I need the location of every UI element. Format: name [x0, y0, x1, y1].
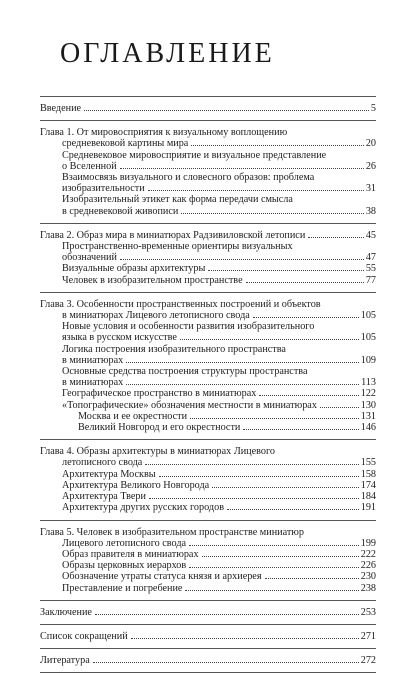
- entry-final-line: [40, 422, 376, 433]
- entry-title-line: Глава 4. Образы архитектуры в миниатюрах Лицевого: [40, 446, 276, 458]
- entry-title-line: Глава 3. Особенности пространственных построений и объектов: [40, 298, 321, 310]
- entry-title: Глава 2. Образ мира в миниатюрах Радзивиловской летописи: [40, 229, 306, 241]
- entry-final-line: [40, 388, 376, 399]
- dot-leader: [93, 662, 359, 663]
- entry-title: летописного свода: [62, 457, 143, 469]
- entry-final-line: [40, 275, 376, 286]
- entry-final-line: [40, 183, 376, 194]
- entry-final-line: [40, 138, 376, 149]
- toc-chapter-entry[interactable]: [40, 103, 376, 114]
- entry-title: Географическое пространство в миниатюрах: [62, 388, 257, 400]
- entry-final-line: [40, 252, 376, 263]
- entry-title: Архитектура Москвы: [62, 468, 156, 480]
- page-number: 5: [370, 103, 376, 114]
- entry-final-line: [40, 607, 376, 618]
- entry-final-line: [40, 230, 376, 241]
- page-number: 45: [365, 229, 376, 241]
- page-number: 113: [361, 377, 376, 389]
- entry-title: Москва и ее окрестности: [78, 410, 188, 422]
- toc-chapter-entry[interactable]: [40, 527, 376, 549]
- entry-final-line: [40, 469, 376, 480]
- page-number: 146: [360, 422, 376, 434]
- page-number: 222: [360, 548, 376, 560]
- entry-title-line: Взаимосвязь визуального и словесного образов: проблема: [62, 172, 315, 184]
- dot-leader: [265, 578, 359, 579]
- entry-title: Преставление и погребение: [62, 582, 183, 594]
- dot-leader: [126, 384, 359, 385]
- entry-title-line: Средневековое мировосприятие и визуальное представление: [62, 149, 327, 161]
- dot-leader: [191, 145, 363, 146]
- entry-final-line: [40, 332, 376, 343]
- page-number: 238: [360, 582, 376, 594]
- page-number: 199: [360, 537, 376, 549]
- entry-final-line: [40, 161, 376, 172]
- entry-title: Литература: [40, 655, 90, 667]
- toc-chapter-entry[interactable]: [40, 127, 376, 149]
- entry-final-line: [40, 549, 376, 560]
- toc-section-entry[interactable]: [40, 571, 376, 582]
- toc-chapter-entry[interactable]: [40, 299, 376, 321]
- dot-leader: [126, 362, 359, 363]
- page-number: 31: [365, 183, 376, 195]
- dot-leader: [320, 407, 359, 408]
- page-number: 47: [365, 252, 376, 264]
- page-number: 184: [360, 491, 376, 503]
- toc-section-entry[interactable]: [40, 275, 376, 286]
- dot-leader: [227, 509, 359, 510]
- toc-chapter-entry[interactable]: [40, 607, 376, 618]
- dot-leader: [120, 168, 364, 169]
- toc-section-entry[interactable]: [40, 388, 376, 399]
- entry-title-line: Изобразительный этикет как форма передачи смысла: [62, 194, 293, 206]
- page-number: 158: [360, 468, 376, 480]
- entry-title-line: Пространственно-временные ориентиры визуальных: [62, 241, 293, 253]
- dot-leader: [149, 498, 359, 499]
- entry-title: «Топографические» обозначения местности в миниатюрах: [62, 399, 317, 411]
- entry-title: Человек в изобразительном пространстве: [62, 274, 243, 286]
- entry-final-line: [40, 263, 376, 274]
- page-number: 155: [360, 457, 376, 469]
- toc-section-entry[interactable]: [40, 194, 376, 216]
- toc-chapter-entry[interactable]: [40, 655, 376, 666]
- page-number: 226: [360, 560, 376, 572]
- dot-leader: [181, 213, 363, 214]
- toc-section-entry[interactable]: [40, 400, 376, 411]
- entry-title: Архитектура других русских городов: [62, 502, 225, 514]
- entry-title: языка в русском искусстве: [62, 332, 177, 344]
- toc-section-entry[interactable]: [40, 422, 376, 433]
- entry-final-line: [40, 310, 376, 321]
- dot-leader: [246, 282, 364, 283]
- entry-final-line: [40, 103, 376, 114]
- toc-section-entry[interactable]: [40, 366, 376, 388]
- entry-title: в миниатюрах: [62, 377, 124, 389]
- entry-final-line: [40, 411, 376, 422]
- entry-title: средневековой картины мира: [62, 138, 189, 150]
- entry-final-line: [40, 491, 376, 502]
- toc-section-entry[interactable]: [40, 263, 376, 274]
- entry-title: Образ правителя в миниатюрах: [62, 548, 199, 560]
- dot-leader: [189, 545, 359, 546]
- page-number: 77: [365, 274, 376, 286]
- entry-title: Лицевого летописного свода: [62, 537, 187, 549]
- dot-leader: [308, 237, 364, 238]
- dot-leader: [95, 614, 359, 615]
- toc-section-entry[interactable]: [40, 502, 376, 513]
- page-number: 105: [360, 310, 376, 322]
- page-number: 130: [360, 399, 376, 411]
- entry-title: Образы церковных иерархов: [62, 560, 187, 572]
- entry-final-line: [40, 538, 376, 549]
- toc-section-entry[interactable]: [40, 344, 376, 366]
- page-number: 20: [365, 138, 376, 150]
- toc-section-entry[interactable]: [40, 411, 376, 422]
- toc-section-entry[interactable]: [40, 560, 376, 571]
- entry-final-line: [40, 502, 376, 513]
- dot-leader: [212, 487, 359, 488]
- dot-leader: [159, 476, 359, 477]
- entry-title: Визуальные образы архитектуры: [62, 263, 206, 275]
- dot-leader: [190, 418, 359, 419]
- entry-title: Заключение: [40, 606, 92, 618]
- entry-title: обозначений: [62, 252, 117, 264]
- entry-title-line: Логика построения изобразительного пространства: [62, 343, 286, 355]
- entry-final-line: [40, 655, 376, 666]
- dot-leader: [259, 395, 358, 396]
- entry-title: в миниатюрах Лицевого летописного свода: [62, 310, 250, 322]
- toc-section-entry[interactable]: [40, 241, 376, 263]
- page-number: 230: [360, 571, 376, 583]
- entry-title: Архитектура Великого Новгорода: [62, 479, 210, 491]
- page-number: 55: [365, 263, 376, 275]
- page-number: 271: [360, 630, 376, 642]
- dot-leader: [84, 110, 369, 111]
- entry-title-line: Основные средства построения структуры пространства: [62, 366, 308, 378]
- page-number: 38: [365, 205, 376, 217]
- toc-section-entry[interactable]: [40, 150, 376, 172]
- dot-leader: [145, 464, 358, 465]
- dot-leader: [120, 259, 364, 260]
- entry-final-line: [40, 355, 376, 366]
- entry-title: изобразительности: [62, 183, 145, 195]
- entry-title: Введение: [40, 103, 82, 114]
- page-number: 174: [360, 479, 376, 491]
- dot-leader: [208, 270, 363, 271]
- entry-title: в средневековой живописи: [62, 205, 179, 217]
- toc-chapter-entry[interactable]: [40, 446, 376, 468]
- toc-section-entry[interactable]: [40, 172, 376, 194]
- table-of-contents: [40, 96, 376, 673]
- dot-leader: [185, 590, 358, 591]
- page-number: 105: [360, 332, 376, 344]
- dot-leader: [202, 556, 359, 557]
- entry-final-line: [40, 480, 376, 491]
- page-number: 253: [360, 606, 376, 618]
- entry-final-line: [40, 571, 376, 582]
- entry-final-line: [40, 583, 376, 594]
- entry-final-line: [40, 457, 376, 468]
- toc-chapter-entry[interactable]: [40, 230, 376, 241]
- toc-section-entry[interactable]: [40, 491, 376, 502]
- entry-final-line: [40, 377, 376, 388]
- entry-title: Список сокращений: [40, 630, 128, 642]
- dot-leader: [148, 190, 364, 191]
- toc-section-entry[interactable]: [40, 469, 376, 480]
- entry-title: о Вселенной: [62, 160, 117, 172]
- page-number: 131: [360, 410, 376, 422]
- entry-final-line: [40, 400, 376, 411]
- toc-section-entry[interactable]: [40, 480, 376, 491]
- entry-title-line: Глава 1. От мировосприятия к визуальному воплощению: [40, 127, 288, 139]
- dot-leader: [253, 317, 359, 318]
- dot-leader: [180, 339, 359, 340]
- toc-section-entry[interactable]: [40, 549, 376, 560]
- dot-leader: [189, 567, 359, 568]
- toc-section-entry[interactable]: [40, 321, 376, 343]
- entry-title: Архитектура Твери: [62, 491, 146, 503]
- page-number: 26: [365, 160, 376, 172]
- entry-final-line: [40, 560, 376, 571]
- page-number: 122: [360, 388, 376, 400]
- dot-leader: [243, 429, 358, 430]
- dot-leader: [131, 638, 359, 639]
- page-title: ОГЛАВЛЕНИЕ: [60, 38, 275, 69]
- entry-title: Обозначение утраты статуса князя и архиерея: [62, 571, 262, 583]
- page-number: 109: [360, 354, 376, 366]
- toc-section-entry[interactable]: [40, 583, 376, 594]
- entry-title-line: Глава 5. Человек в изобразительном пространстве миниатюр: [40, 526, 305, 538]
- entry-title: в миниатюрах: [62, 354, 124, 366]
- page-number: 272: [360, 655, 376, 667]
- entry-final-line: [40, 206, 376, 217]
- entry-title-line: Новые условия и особенности развития изобразительного: [62, 321, 315, 333]
- entry-title: Великий Новгород и его окрестности: [78, 422, 241, 434]
- page-number: 191: [360, 502, 376, 514]
